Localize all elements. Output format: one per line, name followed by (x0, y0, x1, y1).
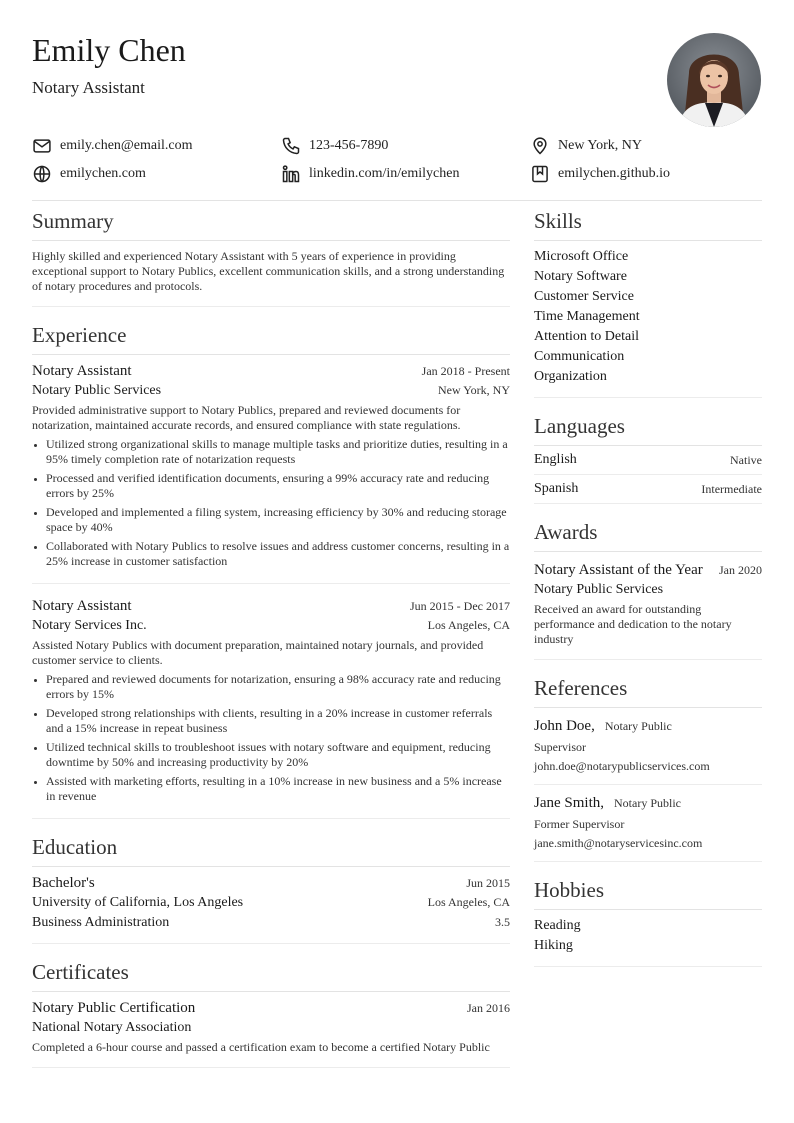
contact-website[interactable] (32, 164, 146, 184)
contact-linkedin[interactable] (281, 164, 459, 184)
education-school: University of California, Los Angeles (32, 895, 244, 910)
job-company: Notary Services Inc. (32, 618, 147, 633)
job-bullet: • Assisted with marketing efforts, resulting in a 10% increase in new business and a 5% increase in revenue (46, 774, 510, 804)
job-bullet: • Developed strong relationships with clients, resulting in a 20% increase in customer referrals and a 15% increase in repeat business (46, 706, 510, 736)
reference-entry (534, 708, 762, 785)
bookmark-icon (530, 164, 550, 184)
header-divider (32, 200, 762, 201)
contact-email[interactable] (32, 136, 193, 156)
awards-section (534, 519, 762, 660)
candidate-name: Emily Chen (32, 32, 186, 68)
hobby-item: Hiking (534, 938, 573, 953)
contact-location (530, 136, 642, 156)
contact-email-text: emily.chen@email.com (60, 138, 193, 153)
skill-item: Organization (534, 369, 607, 384)
education-date: Jun 2015 (466, 876, 510, 890)
education-heading: Education (32, 834, 510, 867)
contact-github[interactable] (530, 164, 670, 184)
contact-phone[interactable] (281, 136, 388, 156)
right-column (534, 208, 762, 967)
hobby-item: Reading (534, 918, 581, 933)
job-description: Provided administrative support to Notary Publics, prepared and reviewed documents for notarization, maintained accurate records, and ensured compliance with state regulations. (32, 403, 461, 432)
linkedin-icon (281, 164, 301, 184)
contact-github-text: emilychen.github.io (558, 166, 670, 181)
job-title: Notary Assistant (32, 363, 132, 379)
summary-text: Highly skilled and experienced Notary Assistant with 5 years of experience in providing exceptional support to Notary Publics, excellent communication skills, and a strong understanding of notary procedures and protocols. (32, 249, 505, 293)
skill-item: Customer Service (534, 289, 634, 304)
language-row (534, 475, 762, 503)
profile-photo-image (667, 33, 761, 127)
education-location: Los Angeles, CA (427, 895, 510, 909)
reference-email[interactable]: jane.smith@notaryservicesinc.com (534, 836, 703, 850)
skill-item: Attention to Detail (534, 329, 639, 344)
job-location: Los Angeles, CA (427, 618, 510, 632)
hobbies-heading: Hobbies (534, 877, 762, 910)
certificates-section (32, 959, 510, 1068)
job-description: Assisted Notary Publics with document preparation, maintained notary journals, and provided customer service to clients. (32, 638, 484, 667)
job-dates: Jun 2015 - Dec 2017 (410, 599, 510, 613)
job-bullet: • Collaborated with Notary Publics to resolve issues and address customer concerns, resulting in a 25% increase in customer satisfaction (46, 539, 510, 569)
reference-entry (534, 785, 762, 861)
reference-relation: Former Supervisor (534, 817, 625, 831)
reference-role: Notary Public (614, 796, 681, 810)
award-title: Notary Assistant of the Year (534, 562, 703, 578)
contact-website-text: emilychen.com (60, 166, 146, 181)
skills-heading: Skills (534, 208, 762, 241)
job-title: Notary Assistant (32, 598, 132, 614)
references-section (534, 675, 762, 862)
award-issuer: Notary Public Services (534, 582, 664, 597)
language-name: Spanish (534, 481, 579, 496)
hobbies-section (534, 877, 762, 967)
summary-section (32, 208, 510, 307)
contact-phone-text: 123-456-7890 (309, 138, 389, 153)
job-bullet: • Developed and implemented a filing system, increasing efficiency by 30% and reducing storage space by 40% (46, 505, 510, 535)
job-bullets (32, 672, 510, 804)
reference-email[interactable]: john.doe@notarypublicservices.com (534, 759, 710, 773)
awards-heading: Awards (534, 519, 762, 552)
education-gpa: 3.5 (495, 915, 510, 929)
job-dates: Jan 2018 - Present (421, 364, 510, 378)
languages-section (534, 413, 762, 504)
certificate-name: Notary Public Certification (32, 1000, 196, 1016)
map-pin-icon (530, 136, 550, 156)
job-bullets (32, 437, 510, 569)
certificate-issuer: National Notary Association (32, 1020, 192, 1035)
education-field: Business Administration (32, 915, 170, 930)
job-bullet: • Utilized technical skills to troubleshoot issues with notary software and equipment, reducing downtime by 50% and increasing productivity by 20% (46, 740, 510, 770)
job-bullet: • Utilized strong organizational skills to manage multiple tasks and prioritize duties, resulting in a 95% timely completion rate of notarization requests (46, 437, 510, 467)
education-degree: Bachelor's (32, 875, 95, 891)
languages-heading: Languages (534, 413, 762, 446)
profile-photo (667, 33, 761, 127)
reference-relation: Supervisor (534, 740, 586, 754)
job-location: New York, NY (437, 383, 510, 397)
language-level: Intermediate (701, 481, 762, 496)
job-bullet: • Processed and verified identification documents, ensuring a 99% accuracy rate and reducing errors by 25% (46, 471, 510, 501)
language-name: English (534, 452, 577, 467)
skill-item: Microsoft Office (534, 249, 629, 264)
award-description: Received an award for outstanding performance and dedication to the notary industry (534, 602, 732, 646)
skill-item: Communication (534, 349, 625, 364)
certificates-heading: Certificates (32, 959, 510, 992)
job-company: Notary Public Services (32, 383, 162, 398)
summary-heading: Summary (32, 208, 510, 241)
language-level: Native (730, 452, 762, 467)
education-section (32, 834, 510, 944)
certificate-description: Completed a 6-hour course and passed a certification exam to become a certified Notary Public (32, 1040, 490, 1054)
left-column (32, 208, 510, 1068)
language-row (534, 446, 762, 475)
globe-icon (32, 164, 52, 184)
job-entry (32, 355, 510, 584)
experience-section (32, 322, 510, 819)
reference-name: Jane Smith, (534, 795, 604, 811)
mail-icon (32, 136, 52, 156)
reference-role: Notary Public (604, 719, 672, 733)
skill-item: Time Management (534, 309, 640, 324)
candidate-title: Notary Assistant (32, 78, 145, 97)
contact-location-text: New York, NY (558, 138, 643, 153)
skills-section (534, 208, 762, 398)
experience-heading: Experience (32, 322, 510, 355)
job-bullet: • Prepared and reviewed documents for notarization, ensuring a 98% accuracy rate and reducing errors by 15% (46, 672, 510, 702)
award-date: Jan 2020 (719, 563, 762, 577)
job-entry (32, 584, 510, 818)
skill-item: Notary Software (534, 269, 627, 284)
contact-linkedin-text: linkedin.com/in/emilychen (309, 166, 460, 181)
phone-icon (281, 136, 301, 156)
certificate-date: Jan 2016 (467, 1001, 510, 1015)
references-heading: References (534, 675, 762, 708)
reference-name: John Doe, (534, 718, 595, 734)
